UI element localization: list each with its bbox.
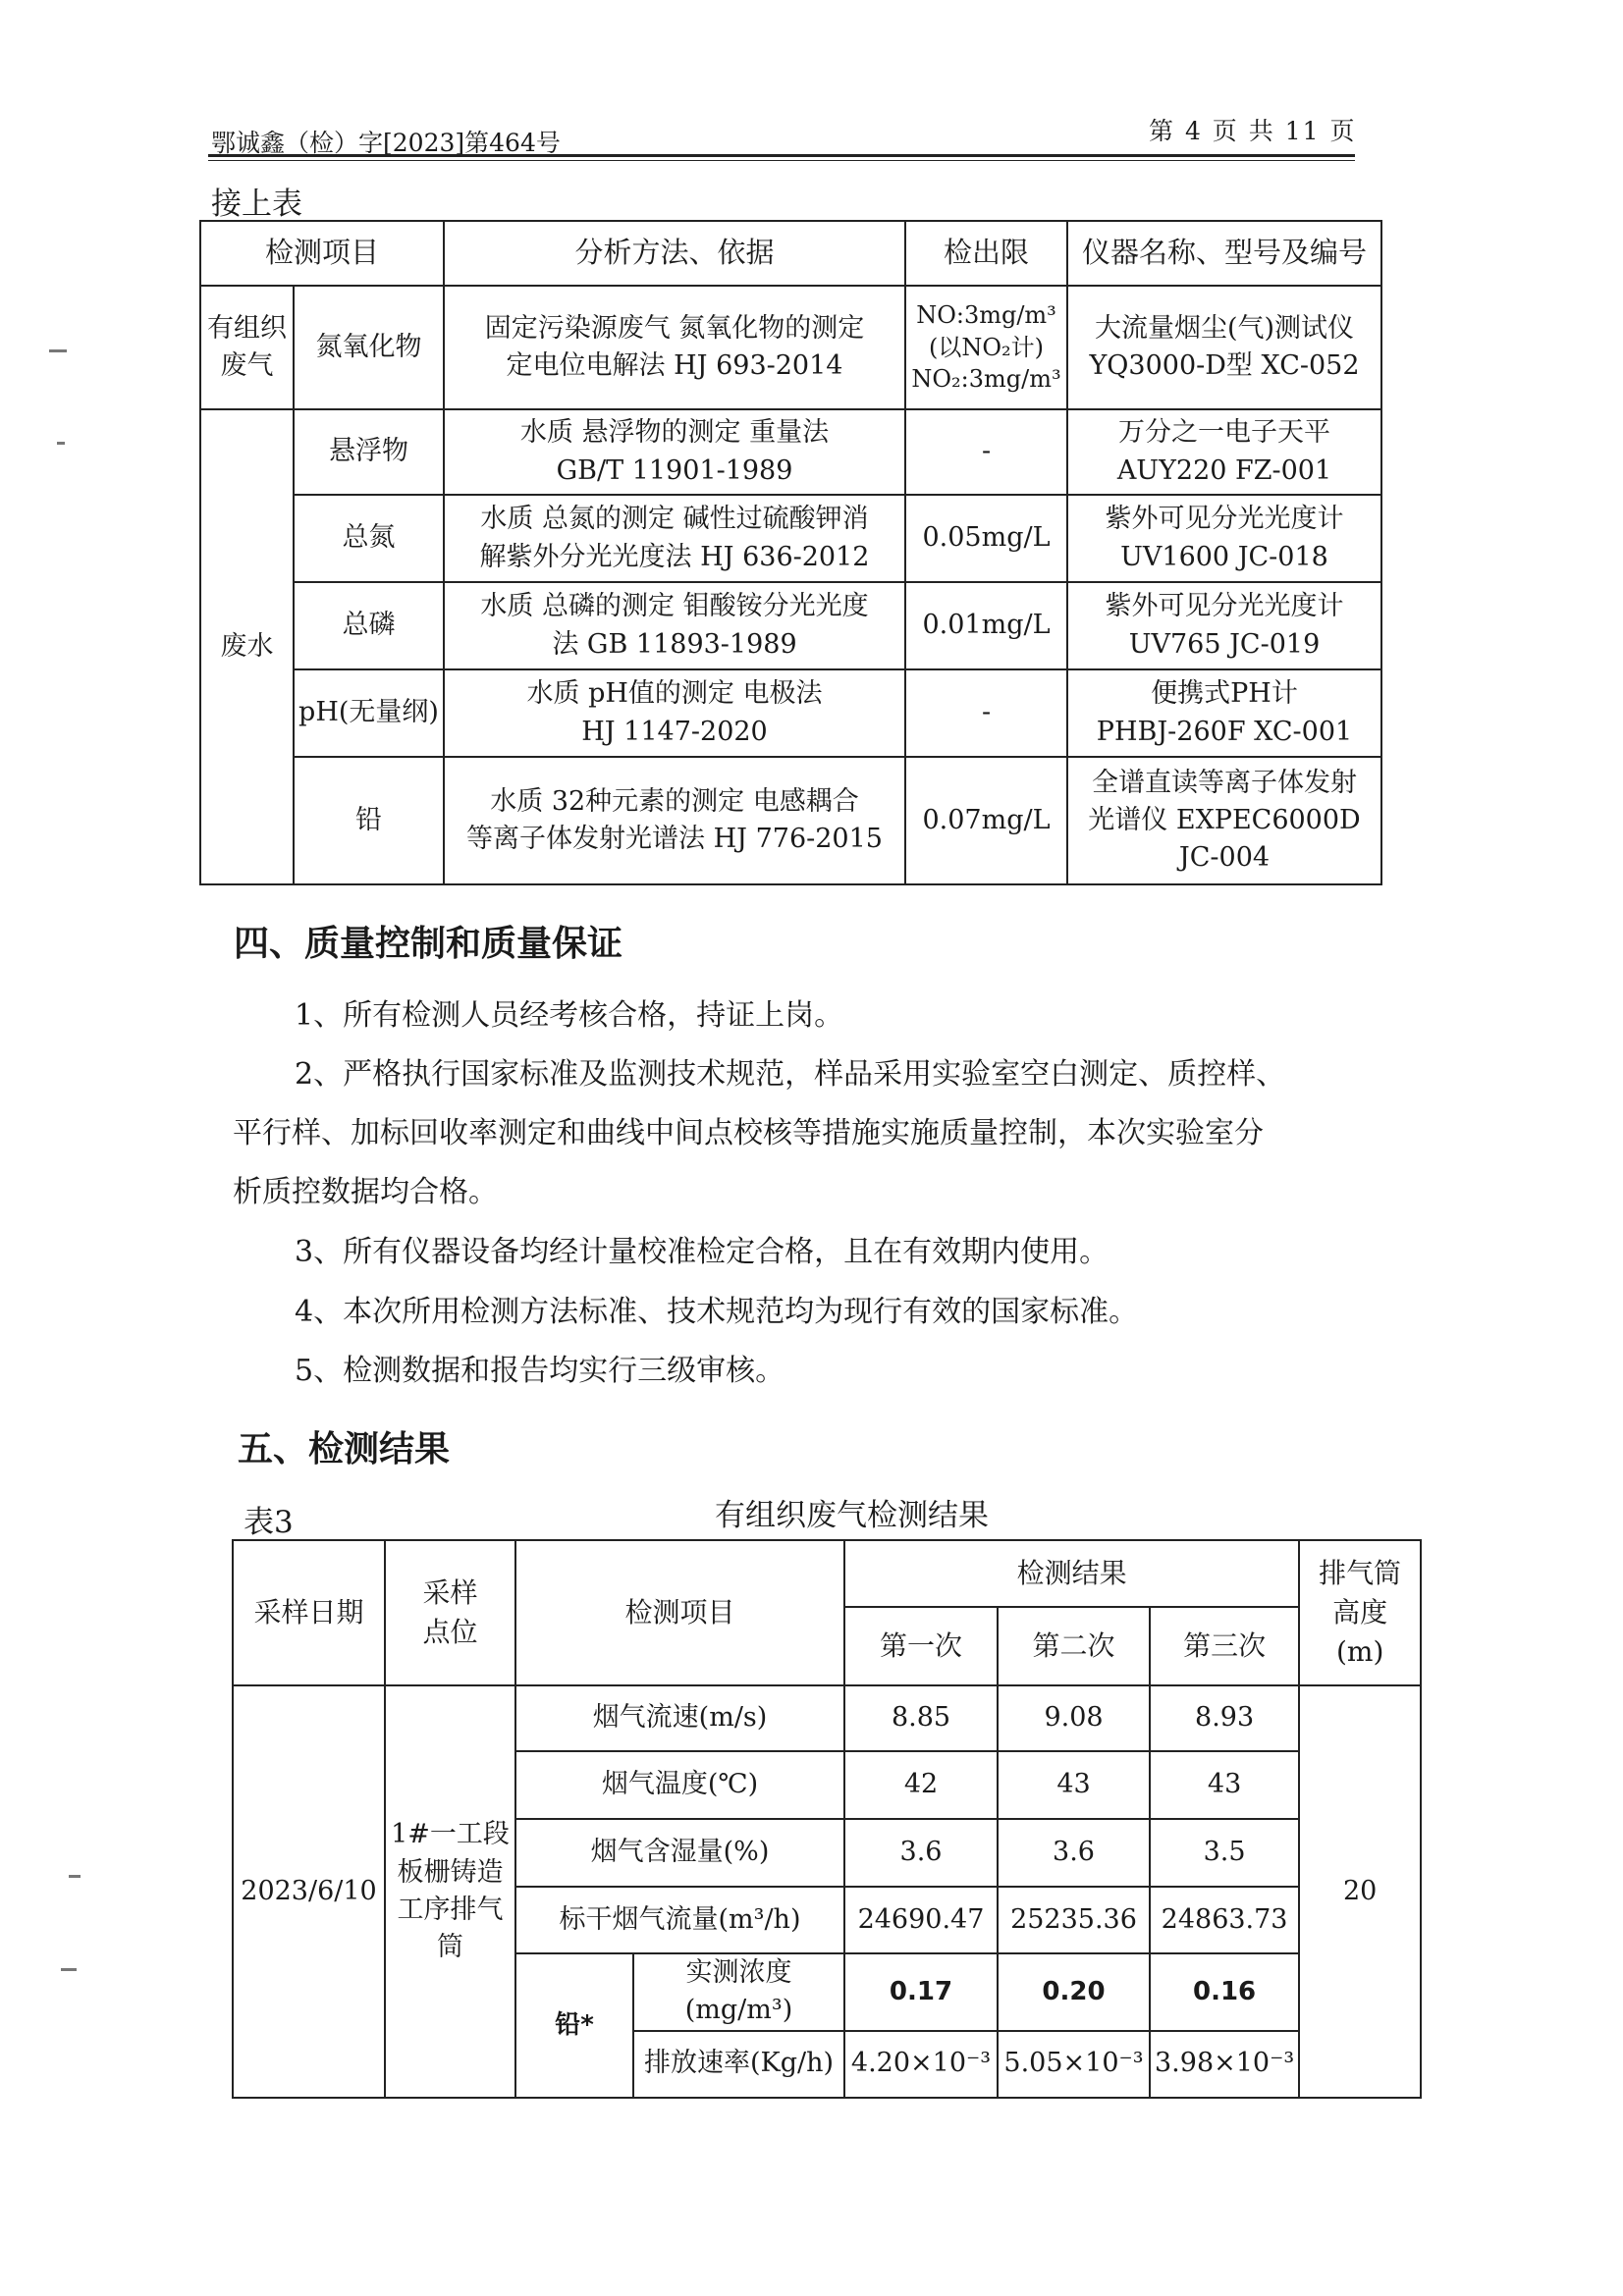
item-name: 总磷: [294, 582, 444, 669]
header-rule: [208, 154, 1355, 157]
table-row: [200, 409, 1381, 495]
value-cell: 42: [844, 1751, 998, 1819]
scan-speck: [49, 349, 67, 352]
value-cell: 43: [1150, 1751, 1299, 1819]
sample-date: 2023/6/10: [233, 1685, 385, 2098]
limit-cell: -: [905, 669, 1067, 757]
group-label: 废水: [200, 409, 294, 884]
continued-label: 接上表: [211, 187, 302, 222]
group-label: 有组织废气: [200, 286, 294, 409]
section-title-quality: 四、质量控制和质量保证: [234, 924, 623, 964]
test-item: 实测浓度(mg/m³): [633, 1953, 844, 2031]
instrument-cell: 紫外可见分光光度计 UV765 JC-019: [1067, 582, 1381, 669]
value-cell: 5.05×10⁻³: [998, 2031, 1150, 2098]
value-cell: 24690.47: [844, 1887, 998, 1953]
method-cell: 水质 悬浮物的测定 重量法 GB/T 11901-1989: [444, 409, 905, 495]
value-cell: 8.85: [844, 1685, 998, 1751]
quality-paragraph: 4、本次所用检测方法标准、技术规范均为现行有效的国家标准。: [295, 1295, 1139, 1329]
header-method: 分析方法、依据: [444, 221, 905, 286]
header-rule-thin: [208, 160, 1355, 161]
document-number: 鄂诚鑫（检）字[2023]第464号: [211, 129, 561, 157]
section-title-results: 五、检测结果: [238, 1429, 451, 1469]
quality-paragraph: 5、检测数据和报告均实行三级审核。: [295, 1354, 785, 1388]
value-cell: 25235.36: [998, 1887, 1150, 1953]
instrument-cell: 大流量烟尘(气)测试仪 YQ3000-D型 XC-052: [1067, 286, 1381, 409]
table-header-row: [200, 221, 1381, 286]
header-result: 检测结果: [844, 1540, 1299, 1607]
value-cell: 0.20: [998, 1953, 1150, 2031]
method-cell: 水质 32种元素的测定 电感耦合 等离子体发射光谱法 HJ 776-2015: [444, 757, 905, 884]
table-title: 有组织废气检测结果: [715, 1498, 989, 1533]
item-name: 悬浮物: [294, 409, 444, 495]
table-row: [233, 1685, 1421, 1751]
value-cell: 0.17: [844, 1953, 998, 2031]
header-item: 检测项目: [515, 1540, 844, 1685]
quality-paragraph: 平行样、加标回收率测定和曲线中间点校核等措施实施质量控制，本次实验室分: [233, 1116, 1264, 1150]
results-table: [232, 1539, 1422, 2099]
table-header-row: [233, 1540, 1421, 1607]
value-cell: 3.6: [844, 1819, 998, 1887]
table-row: [200, 582, 1381, 669]
header-point: 采样 点位: [385, 1540, 515, 1685]
instrument-cell: 全谱直读等离子体发射 光谱仪 EXPEC6000D JC-004: [1067, 757, 1381, 884]
table-row: [200, 495, 1381, 582]
header-stack-height: 排气筒 高度 (m): [1299, 1540, 1421, 1685]
quality-paragraph: 2、严格执行国家标准及监测技术规范，样品采用实验室空白测定、质控样、: [295, 1057, 1286, 1092]
instrument-cell: 便携式PH计 PHBJ-260F XC-001: [1067, 669, 1381, 757]
value-cell: 9.08: [998, 1685, 1150, 1751]
lead-label: 铅*: [515, 1953, 633, 2098]
item-name: 氮氧化物: [294, 286, 444, 409]
test-item: 烟气温度(℃): [515, 1751, 844, 1819]
method-cell: 水质 pH值的测定 电极法 HJ 1147-2020: [444, 669, 905, 757]
method-cell: 水质 总氮的测定 碱性过硫酸钾消 解紫外分光光度法 HJ 636-2012: [444, 495, 905, 582]
value-cell: 8.93: [1150, 1685, 1299, 1751]
value-cell: 0.16: [1150, 1953, 1299, 2031]
table-number: 表3: [243, 1505, 294, 1540]
scan-speck: [57, 442, 65, 445]
item-name: 总氮: [294, 495, 444, 582]
method-cell: 水质 总磷的测定 钼酸铵分光光度 法 GB 11893-1989: [444, 582, 905, 669]
table-row: [200, 757, 1381, 884]
stack-height: 20: [1299, 1685, 1421, 2098]
test-item: 烟气流速(m/s): [515, 1685, 844, 1751]
header-third: 第三次: [1150, 1607, 1299, 1685]
quality-paragraph: 1、所有检测人员经考核合格，持证上岗。: [295, 998, 844, 1033]
method-table: [199, 220, 1382, 885]
value-cell: 43: [998, 1751, 1150, 1819]
test-item: 标干烟气流量(m³/h): [515, 1887, 844, 1953]
quality-paragraph: 3、所有仪器设备均经计量校准检定合格，且在有效期内使用。: [295, 1235, 1109, 1269]
method-cell: 固定污染源废气 氮氧化物的测定 定电位电解法 HJ 693-2014: [444, 286, 905, 409]
test-item: 排放速率(Kg/h): [633, 2031, 844, 2098]
value-cell: 4.20×10⁻³: [844, 2031, 998, 2098]
header-instrument: 仪器名称、型号及编号: [1067, 221, 1381, 286]
header-second: 第二次: [998, 1607, 1150, 1685]
value-cell: 3.5: [1150, 1819, 1299, 1887]
limit-cell: NO:3mg/m³ (以NO₂计) NO₂:3mg/m³: [905, 286, 1067, 409]
instrument-cell: 紫外可见分光光度计 UV1600 JC-018: [1067, 495, 1381, 582]
page-indicator: 第 4 页 共 11 页: [1149, 117, 1357, 145]
limit-cell: 0.07mg/L: [905, 757, 1067, 884]
sample-point: 1#一工段 板栅铸造 工序排气 筒: [385, 1685, 515, 2098]
limit-cell: 0.01mg/L: [905, 582, 1067, 669]
header-first: 第一次: [844, 1607, 998, 1685]
test-item: 烟气含湿量(%): [515, 1819, 844, 1887]
scan-speck: [61, 1968, 77, 1971]
table-row: [200, 669, 1381, 757]
value-cell: 3.6: [998, 1819, 1150, 1887]
item-name: pH(无量纲): [294, 669, 444, 757]
table-row: [200, 286, 1381, 409]
instrument-cell: 万分之一电子天平 AUY220 FZ-001: [1067, 409, 1381, 495]
value-cell: 3.98×10⁻³: [1150, 2031, 1299, 2098]
value-cell: 24863.73: [1150, 1887, 1299, 1953]
scan-speck: [69, 1875, 81, 1878]
item-name: 铅: [294, 757, 444, 884]
header-limit: 检出限: [905, 221, 1067, 286]
header-item: 检测项目: [200, 221, 444, 286]
header-date: 采样日期: [233, 1540, 385, 1685]
quality-paragraph: 析质控数据均合格。: [233, 1175, 498, 1209]
limit-cell: 0.05mg/L: [905, 495, 1067, 582]
limit-cell: -: [905, 409, 1067, 495]
